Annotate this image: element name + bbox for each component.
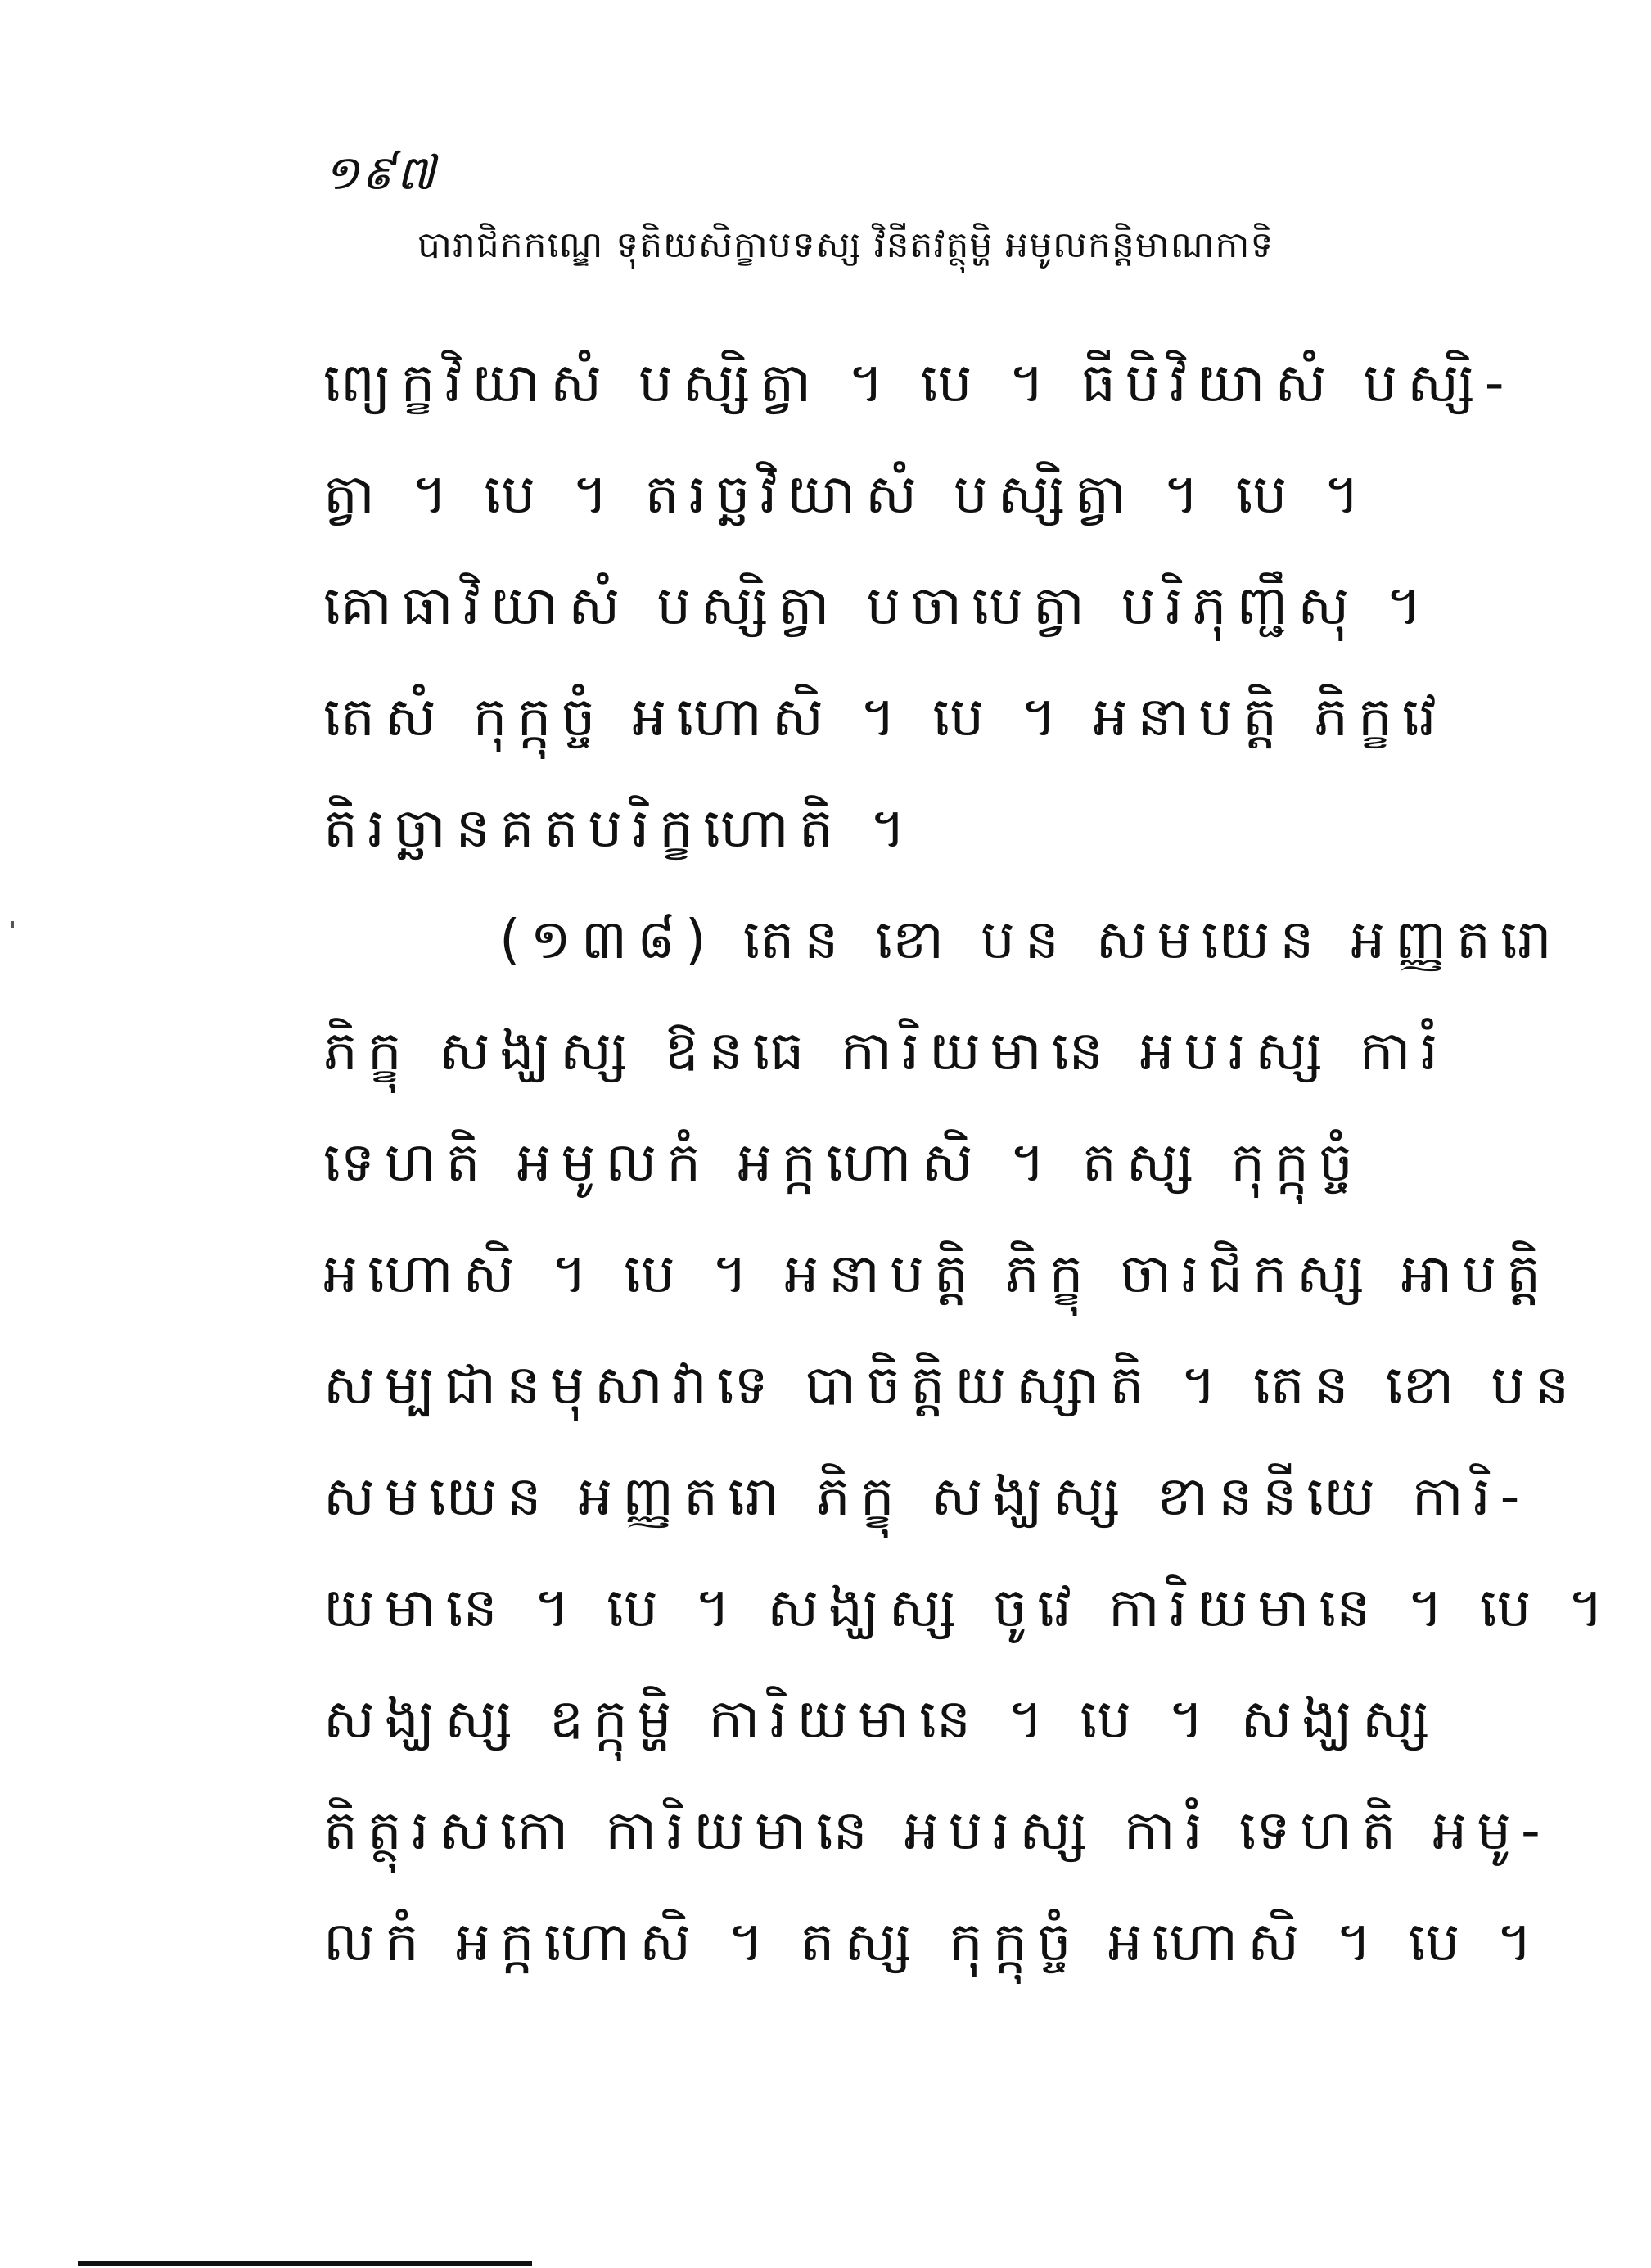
text-line: សង្ឃស្ស ឧក្កុម្ហិ ការិយមានេ ។ បេ ។ សង្ឃស្ស xyxy=(323,1687,1440,1751)
text-line: យមានេ ។ បេ ។ សង្ឃស្ស ចូវេ ការិយមានេ ។ បេ ។ xyxy=(323,1576,1614,1639)
text-line: សមយេន អញ្ញតរោ ភិក្ខុ សង្ឃស្ស ខាននីយេ ការិ- xyxy=(323,1465,1530,1528)
page-number: ១៩៧ xyxy=(323,145,437,201)
text-line: តិត្ថុរសកោ ការិយមានេ អបរស្ស ការំ ទេហតិ អមូ- xyxy=(323,1799,1550,1862)
text-line: ទេហតិ អមូលកំ អក្កហោសិ ។ តស្ស កុក្កុច្ចំ xyxy=(323,1131,1363,1194)
body-text xyxy=(323,328,1614,1998)
text-line: គោធាវិយាសំ បស្សិត្វា បចាបេត្វា បរិភុញ្ជឹសុ ។ xyxy=(323,574,1432,637)
text-line: សម្បជានមុសាវាទេ បាចិត្តិយស្សាតិ ។ តេន ខោ បន xyxy=(323,1353,1580,1416)
paragraph-start-line: (១៣៨) តេន ខោ បន សមយេន អញ្ញតរោ xyxy=(499,908,1562,971)
bottom-rule xyxy=(78,2261,532,2266)
text-line: ព្យេក្ខវិយាសំ បស្សិត្វា ។ បេ ។ ធីបិវិយាសំ បស្សិ- xyxy=(323,351,1514,414)
running-header: បារាជិកកណ្ឌេ ទុតិយសិក្ខាបទស្ស វិនីតវត្ថុម្ហិ អមូលកន្តិមាណកាទិ xyxy=(417,224,1274,266)
text-line: ត្វា ។ បេ ។ តរច្ឆវិយាសំ បស្សិត្វា ។ បេ ។ xyxy=(323,463,1369,526)
text-line: លកំ អក្កហោសិ ។ តស្ស កុក្កុច្ចំ អហោសិ ។ បេ ។ xyxy=(323,1910,1542,1973)
text-line: ភិក្ខុ សង្ឃស្ស ឱនធេ ការិយមានេ អបរស្ស ការំ xyxy=(323,1019,1448,1082)
text-line: អហោសិ ។ បេ ។ អនាបត្តិ ភិក្ខុ ចារជិកស្ស អាបត្តិ xyxy=(323,1242,1551,1305)
scan-speck xyxy=(11,921,14,928)
text-line: តេសំ កុក្កុច្ចំ អហោសិ ។ បេ ។ អនាបត្តិ ភិក្ខវេ xyxy=(323,685,1446,748)
text-line: តិរច្ឆានគតបរិក្ខហោតិ ។ xyxy=(323,797,916,860)
